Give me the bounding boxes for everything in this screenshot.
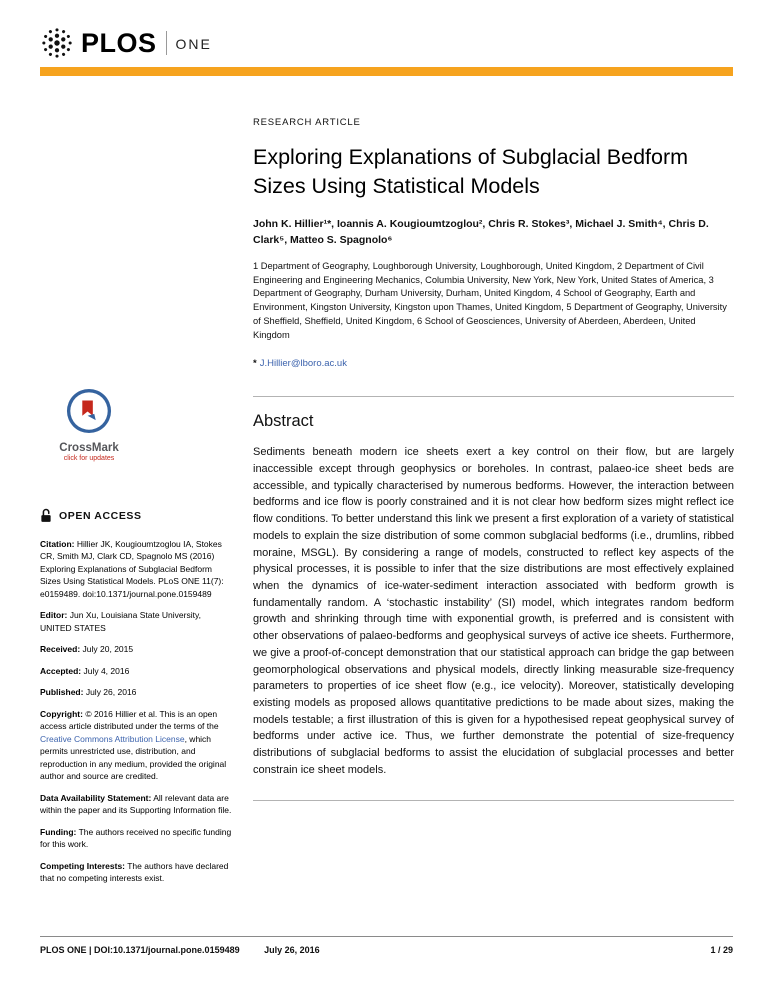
sidebar-funding [40, 826, 232, 851]
sidebar-accepted [40, 665, 232, 677]
crossmark-icon [66, 388, 112, 434]
data-availability-text: All relevant data are within the paper and its Supporting Information file. [40, 792, 232, 816]
funding-label: Funding: [40, 826, 77, 837]
sidebar-competing-interests [40, 860, 232, 885]
article-type-label: RESEARCH ARTICLE [253, 117, 361, 128]
published-label: Published: [40, 687, 84, 698]
masthead [40, 24, 733, 62]
abstract-top-rule [253, 396, 734, 397]
accepted-text: July 4, 2016 [83, 665, 130, 676]
editor-label: Editor: [40, 610, 68, 621]
corresponding-author-line [253, 358, 734, 369]
funding-text: The authors received no specific funding for this work. [40, 826, 232, 850]
competing-interests-text: The authors have declared that no competing interests exist. [40, 860, 229, 884]
abstract-text: Sediments beneath modern ice sheets exert a key control on their flow, but are largely inaccessible except through geophysics or boreholes. In contrast, palaeo-ice sheet beds are accessible, and typically characterised by numerous bedforms. However, the interaction between bedforms and ice flow is poorly constrained and it is not clear how bedform sizes might reflect ice flow conditions. To better understand this link we present a first exploration of a variety of statistical models to explain the size distribution of some common subglacial bedforms (i.e., drumlins, ribbed moraine, MSGL). By considering a range of models, constructed to reflect key aspects of the physical processes, it is possible to infer that the size distributions are most effectively explained when the dynamics of ice-water-sediment interaction associated with bedform growth is fundamentally random. A ‘stochastic instability’ (SI) model, which integrates random bedform growth and shrinking through time with exponential growth, is preferred and is consistent with other observations of palaeo-bedforms and geophysical surveys of active ice sheets. Furthermore, we give a proof-of-concept demonstration that our statistical approach can bridge the gap between geomorphological observations and physical models, directly linking measurable size-frequency parameters to properties of ice sheet flow (e.g., ice velocity). Moreover, statistically developing existing models as proposed allows quantitative predictions to be made about sizes, making the models testable; a first illustration of this is given for a hypothesised repeat geophysical survey of bedforms under active ice. Thus, we further demonstrate the potential of size-frequency distributions of subglacial bedforms to assist the elucidation of subglacial processes and better constrain ice sheet models. [253, 446, 734, 776]
abstract-bottom-rule [253, 800, 734, 801]
abstract-heading: Abstract [253, 412, 314, 431]
affiliations: 1 Department of Geography, Loughborough University, Loughborough, United Kingdom, 2 Department of Civil Engineering and Engineering Mechanics, Columbia University, New York, New York, United States of America, 3 Department of Geography, Durham University, Durham, United Kingdom, 4 School of Geography, Earth and Environment, Kingston University, Kingston upon Thames, United Kingdom, 5 Department of Geography, University of Sheffield, Sheffield, United Kingdom, 6 School of Geosciences, University of Aberdeen, Aberdeen, United Kingdom [253, 260, 727, 341]
corresponding-star: * [253, 358, 257, 370]
article-body [253, 117, 734, 801]
open-lock-icon [40, 508, 52, 523]
footer-date: July 26, 2016 [264, 945, 320, 955]
citation-text: Hillier JK, Kougioumtzoglou IA, Stokes CR, Smith MJ, Clark CD, Spagnolo MS (2016) Exploring Explanations of Subglacial Bedform Sizes Using Statistical Models. PLoS ONE 11(7): e0159489. doi:10.1371/journal.pone.0159489 [40, 539, 224, 599]
page-title: Exploring Explanations of Subglacial Bedform Sizes Using Statistical Models [253, 145, 689, 199]
crossmark-subtext: click for updates [63, 455, 115, 462]
footer-left [40, 945, 320, 955]
plos-logo[interactable] [40, 24, 733, 62]
open-access-label: OPEN ACCESS [59, 509, 142, 522]
competing-interests-label: Competing Interests: [40, 860, 126, 871]
sidebar-published [40, 686, 232, 698]
footer [40, 936, 733, 955]
logo-divider [166, 31, 167, 55]
footer-journal-doi: PLOS ONE | DOI:10.1371/journal.pone.0159489 [40, 945, 240, 955]
data-availability-label: Data Availability Statement: [40, 792, 152, 803]
received-label: Received: [40, 644, 81, 655]
open-access-badge [40, 508, 232, 523]
authors: John K. Hillier¹*, Ioannis A. Kougioumtzoglou², Chris R. Stokes³, Michael J. Smith⁴, Chris D. Clark⁵, Matteo S. Spagnolo⁶ [253, 218, 709, 247]
sidebar-citation [40, 538, 232, 600]
crossmark-badge[interactable] [46, 388, 132, 462]
received-text: July 20, 2015 [82, 644, 134, 655]
copyright-label: Copyright: [40, 708, 83, 719]
sidebar-copyright [40, 708, 232, 783]
plos-logo-text: PLOS [81, 27, 157, 58]
sidebar [40, 388, 232, 894]
sidebar-received [40, 643, 232, 655]
corresponding-email-link[interactable]: J.Hillier@lboro.ac.uk [259, 358, 347, 370]
published-text: July 26, 2016 [85, 687, 137, 698]
copyright-text-pre: © 2016 Hillier et al. This is an open access article distributed under the terms of the [40, 708, 219, 732]
creative-commons-link[interactable]: Creative Commons Attribution License [40, 733, 185, 744]
sidebar-data-availability [40, 792, 232, 817]
plos-logo-icon [40, 26, 74, 60]
editor-text: Jun Xu, Louisiana State University, UNITED STATES [40, 610, 201, 633]
footer-page-number: 1 / 29 [710, 945, 733, 955]
accent-bar [40, 67, 733, 76]
accepted-label: Accepted: [40, 665, 82, 676]
citation-label: Citation: [40, 539, 75, 549]
copyright-text-post: , which permits unrestricted use, distribution, and reproduction in any medium, provided the original author and source are credited. [40, 733, 227, 782]
plos-logo-one-text: ONE [175, 36, 212, 52]
sidebar-editor [40, 609, 232, 634]
crossmark-label: CrossMark [59, 442, 119, 454]
